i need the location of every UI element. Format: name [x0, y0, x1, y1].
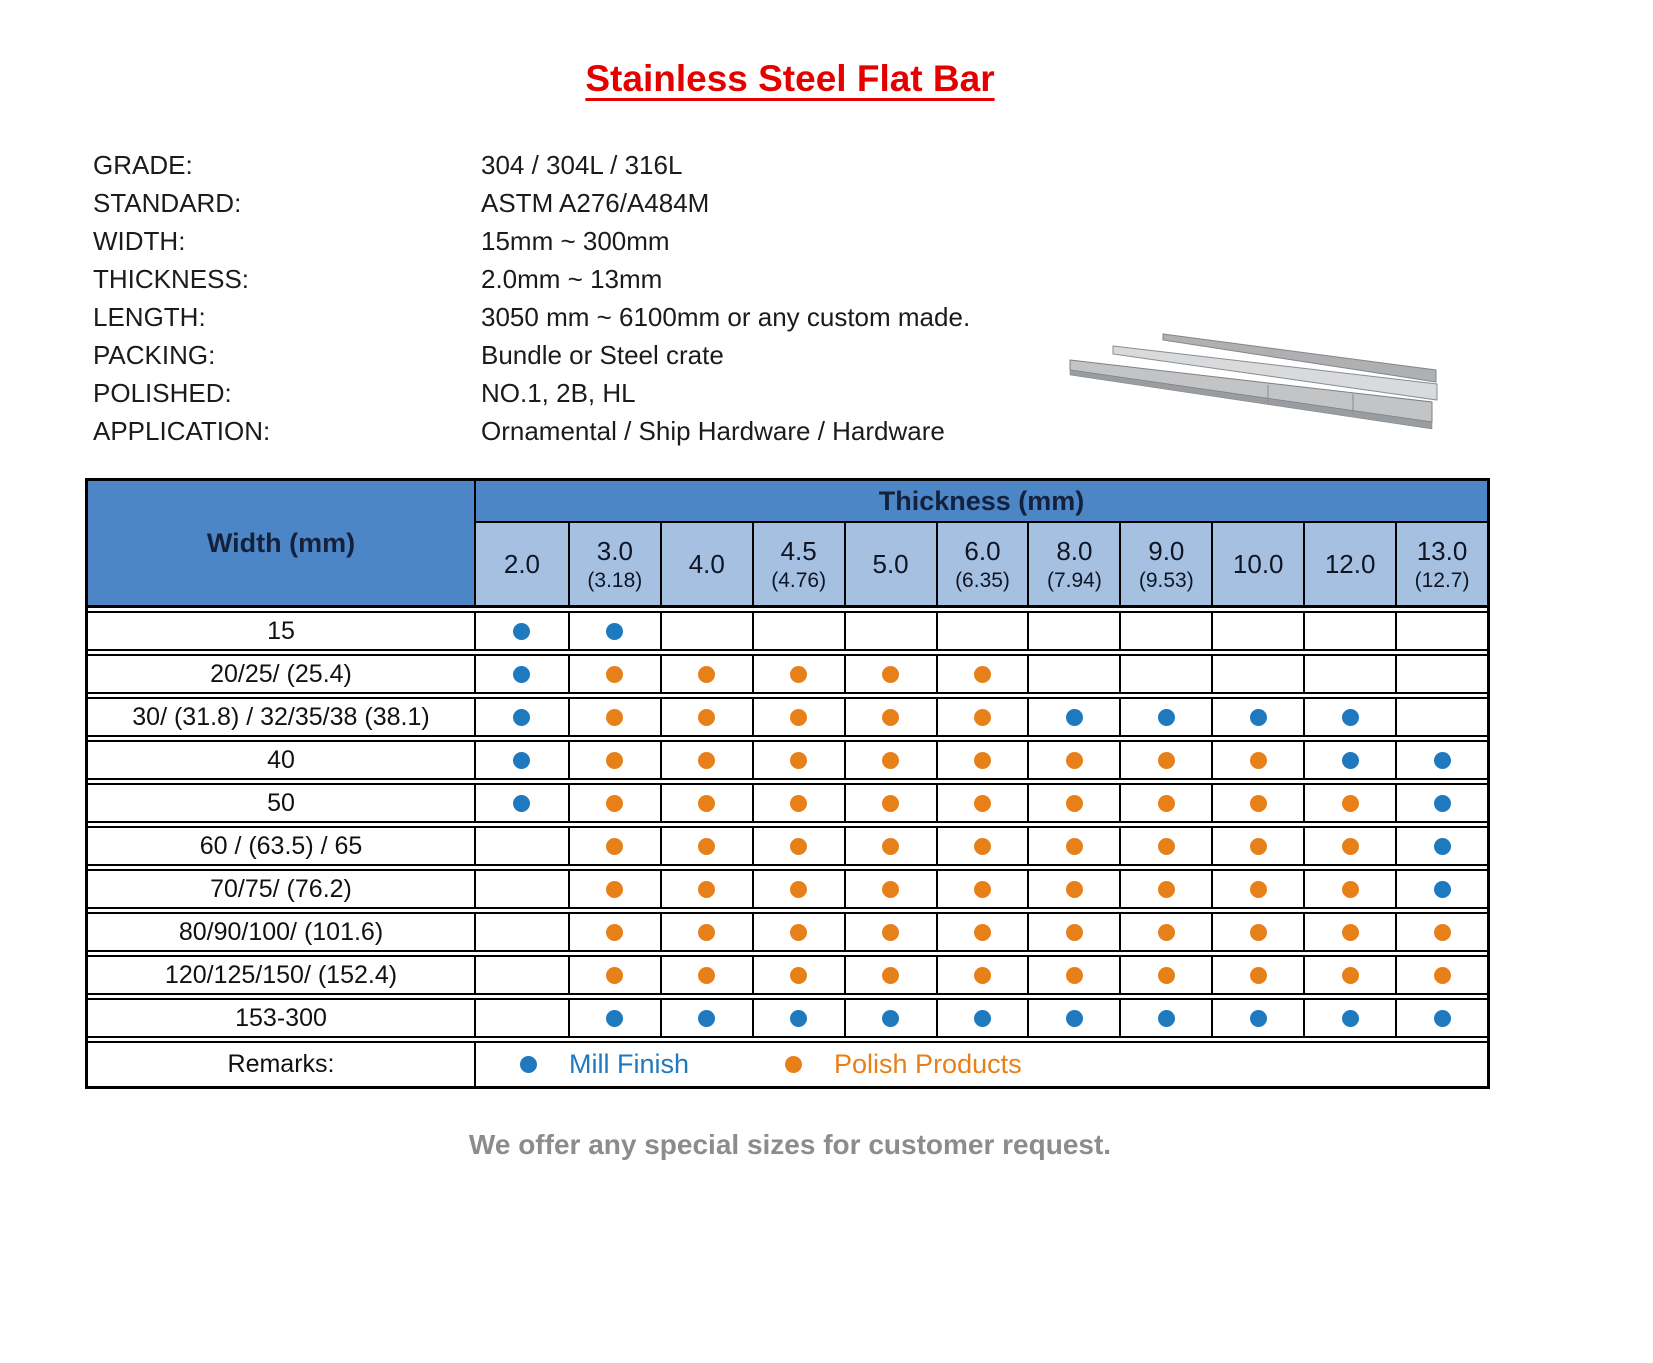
mill-finish-dot-icon: [1158, 1010, 1175, 1027]
mill-finish-dot-cell: [1395, 1000, 1487, 1036]
thickness-col-header: [1211, 523, 1303, 605]
mill-finish-dot-icon: [1434, 838, 1451, 855]
polish-products-dot-icon: [698, 666, 715, 683]
polish-products-dot-icon: [1158, 881, 1175, 898]
spec-label: GRADE:: [93, 150, 193, 180]
spec-value: 2.0mm ~ 13mm: [481, 264, 663, 294]
mill-finish-dot-cell: [1303, 742, 1395, 778]
empty-cell: [476, 828, 568, 864]
polish-products-dot-icon: [882, 666, 899, 683]
thickness-value: 9.0: [1148, 535, 1185, 566]
remarks-label: Remarks:: [88, 1043, 476, 1086]
polish-products-dot-icon: [1342, 881, 1359, 898]
mill-finish-dot-icon: [513, 623, 530, 640]
polish-products-dot-icon: [790, 924, 807, 941]
thickness-alt-value: (3.18): [587, 568, 643, 592]
polish-products-dot-icon: [698, 881, 715, 898]
empty-cell: [1119, 613, 1211, 649]
empty-cell: [1027, 613, 1119, 649]
mill-finish-dot-cell: [568, 1000, 660, 1036]
mill-finish-dot-cell: [1211, 699, 1303, 735]
mill-finish-dot-cell: [1303, 1000, 1395, 1036]
polish-products-dot-cell: [568, 957, 660, 993]
polish-products-dot-cell: [844, 871, 936, 907]
mill-finish-dot-icon: [1342, 752, 1359, 769]
polish-products-dot-icon: [606, 838, 623, 855]
empty-cell: [1395, 699, 1487, 735]
thickness-value: 12.0: [1324, 548, 1376, 579]
mill-finish-label: Mill Finish: [569, 1049, 690, 1079]
dot-cells: [476, 957, 1487, 993]
dot-cells: [476, 699, 1487, 735]
polish-products-dot-icon: [882, 709, 899, 726]
dot-cells: [476, 656, 1487, 692]
mill-finish-dot-cell: [1395, 742, 1487, 778]
empty-cell: [476, 914, 568, 950]
flat-bar-illustration: [1068, 330, 1440, 436]
polish-products-dot-icon: [1158, 838, 1175, 855]
polish-products-dot-cell: [1395, 957, 1487, 993]
mill-finish-dot-cell: [1303, 699, 1395, 735]
thickness-value: 5.0: [872, 548, 909, 579]
dot-cells: [476, 828, 1487, 864]
polish-products-dot-cell: [1211, 742, 1303, 778]
width-cell: 30/ (31.8) / 32/35/38 (38.1): [88, 699, 476, 735]
polish-products-dot-cell: [752, 914, 844, 950]
mill-finish-dot-cell: [568, 613, 660, 649]
polish-products-dot-cell: [936, 871, 1028, 907]
mill-finish-dot-cell: [476, 613, 568, 649]
polish-products-dot-icon: [974, 838, 991, 855]
mill-finish-dot-icon: [974, 1010, 991, 1027]
polish-products-dot-icon: [606, 795, 623, 812]
empty-cell: [476, 871, 568, 907]
polish-products-dot-icon: [1250, 838, 1267, 855]
empty-cell: [1027, 656, 1119, 692]
mill-finish-dot-icon: [790, 1010, 807, 1027]
polish-products-dot-cell: [844, 914, 936, 950]
polish-products-dot-cell: [936, 785, 1028, 821]
thickness-value: 10.0: [1232, 548, 1284, 579]
thickness-value: 4.0: [688, 548, 725, 579]
polish-products-dot-cell: [568, 828, 660, 864]
mill-finish-dot-cell: [1395, 785, 1487, 821]
polish-products-dot-icon: [1342, 795, 1359, 812]
mill-finish-dot-cell: [1119, 1000, 1211, 1036]
polish-products-dot-cell: [752, 785, 844, 821]
mill-finish-dot-icon: [520, 1056, 537, 1073]
spec-label: APPLICATION:: [93, 416, 271, 446]
polish-products-dot-icon: [1250, 881, 1267, 898]
polish-products-dot-icon: [790, 752, 807, 769]
table-row: [88, 654, 1487, 694]
thickness-alt-value: (12.7): [1414, 568, 1470, 592]
thickness-col-header: [1395, 523, 1487, 605]
width-cell: 120/125/150/ (152.4): [88, 957, 476, 993]
polish-products-dot-cell: [844, 828, 936, 864]
polish-products-dot-cell: [1119, 785, 1211, 821]
empty-cell: [476, 1000, 568, 1036]
dot-cells: [476, 785, 1487, 821]
mill-finish-dot-icon: [513, 666, 530, 683]
polish-products-dot-cell: [568, 742, 660, 778]
dot-cells: [476, 613, 1487, 649]
polish-products-dot-icon: [698, 967, 715, 984]
polish-products-dot-cell: [568, 656, 660, 692]
polish-products-dot-icon: [882, 838, 899, 855]
polish-products-dot-cell: [1119, 742, 1211, 778]
thickness-alt-value: (7.94): [1046, 568, 1102, 592]
empty-cell: [1303, 656, 1395, 692]
polish-products-dot-cell: [660, 957, 752, 993]
polish-products-dot-icon: [1066, 967, 1083, 984]
empty-cell: [1211, 656, 1303, 692]
mill-finish-dot-icon: [513, 795, 530, 812]
thickness-header: Thickness (mm): [878, 485, 1085, 516]
polish-products-dot-cell: [1303, 914, 1395, 950]
polish-products-dot-icon: [1158, 752, 1175, 769]
mill-finish-dot-cell: [1395, 828, 1487, 864]
polish-products-dot-icon: [1250, 752, 1267, 769]
width-header: Width (mm): [88, 481, 476, 605]
polish-products-dot-cell: [1027, 742, 1119, 778]
polish-products-dot-icon: [790, 967, 807, 984]
polish-products-dot-icon: [790, 838, 807, 855]
polish-products-dot-icon: [698, 709, 715, 726]
dot-cells: [476, 871, 1487, 907]
thickness-col-header: [660, 523, 752, 605]
width-cell: 20/25/ (25.4): [88, 656, 476, 692]
polish-products-dot-cell: [752, 871, 844, 907]
table-header: [88, 481, 1487, 608]
mill-finish-dot-cell: [936, 1000, 1028, 1036]
mill-finish-dot-icon: [1342, 709, 1359, 726]
polish-products-dot-icon: [1434, 924, 1451, 941]
polish-products-dot-cell: [1027, 828, 1119, 864]
polish-products-dot-icon: [790, 795, 807, 812]
polish-products-dot-icon: [606, 967, 623, 984]
spec-value: 3050 mm ~ 6100mm or any custom made.: [481, 302, 971, 332]
width-cell: 50: [88, 785, 476, 821]
polish-products-dot-cell: [752, 957, 844, 993]
table-row: [88, 998, 1487, 1038]
polish-products-dot-icon: [882, 795, 899, 812]
polish-products-dot-cell: [1027, 914, 1119, 950]
table-row: [88, 826, 1487, 866]
table-row: [88, 869, 1487, 909]
table-row: [88, 955, 1487, 995]
polish-products-dot-icon: [974, 881, 991, 898]
mill-finish-dot-icon: [1250, 709, 1267, 726]
polish-products-dot-icon: [974, 752, 991, 769]
dot-cells: [476, 914, 1487, 950]
size-table: [85, 478, 1490, 1089]
polish-products-dot-cell: [660, 742, 752, 778]
spec-label: WIDTH:: [93, 226, 186, 256]
width-cell: 15: [88, 613, 476, 649]
mill-finish-dot-icon: [1250, 1010, 1267, 1027]
table-row: [88, 912, 1487, 952]
table-row: [88, 740, 1487, 780]
polish-products-dot-icon: [974, 709, 991, 726]
polish-products-dot-cell: [1119, 871, 1211, 907]
polish-products-dot-cell: [568, 699, 660, 735]
polish-products-dot-cell: [660, 871, 752, 907]
page-title: [0, 58, 1580, 100]
polish-products-dot-cell: [1119, 914, 1211, 950]
polish-products-dot-cell: [660, 828, 752, 864]
polish-products-dot-icon: [698, 924, 715, 941]
polish-products-dot-icon: [882, 881, 899, 898]
mill-finish-dot-icon: [1434, 752, 1451, 769]
polish-products-dot-icon: [974, 967, 991, 984]
polish-products-dot-cell: [936, 914, 1028, 950]
thickness-col-header: [476, 523, 568, 605]
polish-products-dot-icon: [785, 1056, 802, 1073]
polish-products-dot-icon: [1250, 795, 1267, 812]
polish-products-dot-icon: [1066, 881, 1083, 898]
empty-cell: [1119, 656, 1211, 692]
empty-cell: [660, 613, 752, 649]
mill-finish-dot-cell: [476, 656, 568, 692]
thickness-column-headers: [476, 521, 1487, 605]
polish-products-dot-icon: [1066, 752, 1083, 769]
width-cell: 60 / (63.5) / 65: [88, 828, 476, 864]
mill-finish-dot-cell: [476, 742, 568, 778]
polish-products-dot-cell: [1211, 785, 1303, 821]
mill-finish-dot-cell: [476, 785, 568, 821]
mill-finish-dot-cell: [476, 699, 568, 735]
empty-cell: [476, 957, 568, 993]
polish-products-dot-cell: [1211, 914, 1303, 950]
spec-value: ASTM A276/A484M: [481, 188, 710, 218]
thickness-col-header: [844, 523, 936, 605]
polish-products-dot-cell: [1211, 871, 1303, 907]
polish-products-dot-cell: [1027, 957, 1119, 993]
mill-finish-dot-icon: [1434, 1010, 1451, 1027]
width-cell: 70/75/ (76.2): [88, 871, 476, 907]
mill-finish-dot-cell: [752, 1000, 844, 1036]
mill-finish-dot-cell: [1027, 1000, 1119, 1036]
empty-cell: [1211, 613, 1303, 649]
polish-products-dot-icon: [882, 752, 899, 769]
mill-finish-dot-icon: [1158, 709, 1175, 726]
dot-cells: [476, 1000, 1487, 1036]
polish-products-dot-icon: [1342, 838, 1359, 855]
spec-value: Ornamental / Ship Hardware / Hardware: [481, 416, 945, 446]
table-row: [88, 697, 1487, 737]
mill-finish-dot-cell: [1211, 1000, 1303, 1036]
polish-products-dot-icon: [606, 709, 623, 726]
polish-products-dot-icon: [1342, 967, 1359, 984]
polish-products-dot-icon: [698, 795, 715, 812]
spec-row: [93, 184, 1580, 222]
polish-products-dot-icon: [698, 838, 715, 855]
width-cell: 40: [88, 742, 476, 778]
polish-products-dot-cell: [1119, 828, 1211, 864]
polish-products-dot-cell: [1027, 871, 1119, 907]
polish-products-dot-cell: [1211, 828, 1303, 864]
polish-products-dot-cell: [752, 742, 844, 778]
mill-finish-dot-icon: [1342, 1010, 1359, 1027]
polish-products-dot-icon: [1158, 967, 1175, 984]
polish-products-dot-cell: [752, 828, 844, 864]
polish-products-dot-icon: [882, 967, 899, 984]
polish-products-dot-cell: [844, 785, 936, 821]
polish-products-dot-cell: [844, 699, 936, 735]
polish-products-dot-cell: [1027, 785, 1119, 821]
polish-products-dot-icon: [698, 752, 715, 769]
mill-finish-dot-icon: [513, 709, 530, 726]
mill-finish-dot-icon: [1434, 795, 1451, 812]
mill-finish-dot-icon: [606, 623, 623, 640]
polish-products-dot-cell: [1211, 957, 1303, 993]
polish-products-dot-cell: [936, 828, 1028, 864]
polish-products-dot-icon: [790, 666, 807, 683]
thickness-alt-value: (9.53): [1138, 568, 1194, 592]
width-cell: 153-300: [88, 1000, 476, 1036]
polish-products-dot-cell: [1303, 871, 1395, 907]
polish-products-dot-icon: [1066, 795, 1083, 812]
table-body: [88, 611, 1487, 1038]
polish-products-dot-icon: [606, 924, 623, 941]
polish-products-dot-cell: [660, 656, 752, 692]
spec-value: Bundle or Steel crate: [481, 340, 724, 370]
mill-finish-dot-cell: [1027, 699, 1119, 735]
polish-products-dot-cell: [660, 699, 752, 735]
polish-products-dot-icon: [1066, 924, 1083, 941]
polish-products-dot-cell: [660, 914, 752, 950]
mill-finish-dot-icon: [1066, 709, 1083, 726]
spec-row: [93, 260, 1580, 298]
thickness-alt-value: (6.35): [955, 568, 1010, 592]
polish-products-dot-cell: [1119, 957, 1211, 993]
flat-bar-image: [1068, 330, 1440, 436]
polish-products-dot-cell: [936, 699, 1028, 735]
polish-products-dot-cell: [568, 785, 660, 821]
mill-finish-dot-cell: [844, 1000, 936, 1036]
empty-cell: [844, 613, 936, 649]
polish-products-dot-icon: [606, 752, 623, 769]
thickness-col-header: [1303, 523, 1395, 605]
mill-finish-dot-icon: [698, 1010, 715, 1027]
thickness-col-header: [752, 523, 844, 605]
polish-products-dot-cell: [660, 785, 752, 821]
thickness-col-header: [1119, 523, 1211, 605]
polish-products-dot-icon: [1158, 795, 1175, 812]
thickness-alt-value: (4.76): [771, 568, 827, 592]
mill-finish-dot-icon: [606, 1010, 623, 1027]
footer-note: We offer any special sizes for customer request.: [468, 1129, 1112, 1160]
spec-row: [93, 222, 1580, 260]
polish-products-dot-icon: [790, 881, 807, 898]
polish-products-dot-cell: [1303, 828, 1395, 864]
spec-row: [93, 146, 1580, 184]
thickness-value: 2.0: [503, 548, 541, 579]
polish-products-dot-icon: [1066, 838, 1083, 855]
spec-value: 15mm ~ 300mm: [481, 226, 670, 256]
polish-products-label: Polish Products: [834, 1049, 1022, 1079]
polish-products-dot-cell: [844, 656, 936, 692]
empty-cell: [752, 613, 844, 649]
dot-cells: [476, 742, 1487, 778]
thickness-col-header: [936, 523, 1028, 605]
polish-products-dot-cell: [752, 699, 844, 735]
page-title-text: Stainless Steel Flat Bar: [585, 58, 995, 99]
polish-products-dot-icon: [974, 924, 991, 941]
spec-label: THICKNESS:: [93, 264, 250, 294]
mill-finish-dot-icon: [513, 752, 530, 769]
thickness-col-header: [1027, 523, 1119, 605]
page: [0, 58, 1580, 1161]
empty-cell: [1303, 613, 1395, 649]
polish-products-dot-cell: [568, 914, 660, 950]
polish-products-dot-cell: [1303, 785, 1395, 821]
mill-finish-dot-icon: [882, 1010, 899, 1027]
spec-label: POLISHED:: [93, 378, 232, 408]
thickness-value: 6.0: [964, 535, 1001, 566]
polish-products-dot-cell: [752, 656, 844, 692]
mill-finish-dot-icon: [1066, 1010, 1083, 1027]
spec-value: 304 / 304L / 316L: [481, 150, 683, 180]
polish-products-dot-icon: [974, 795, 991, 812]
polish-products-dot-icon: [790, 709, 807, 726]
polish-products-dot-icon: [606, 666, 623, 683]
empty-cell: [1395, 613, 1487, 649]
mill-finish-dot-cell: [1119, 699, 1211, 735]
empty-cell: [936, 613, 1028, 649]
polish-products-dot-icon: [1434, 967, 1451, 984]
table-row: [88, 611, 1487, 651]
polish-products-dot-cell: [844, 742, 936, 778]
remarks-row: [88, 1041, 1487, 1086]
thickness-value: 4.5: [780, 535, 817, 566]
polish-products-dot-cell: [1303, 957, 1395, 993]
thickness-value: 8.0: [1056, 535, 1093, 566]
polish-products-dot-cell: [936, 656, 1028, 692]
polish-products-dot-cell: [844, 957, 936, 993]
thickness-col-header: [568, 523, 660, 605]
mill-finish-dot-icon: [1434, 881, 1451, 898]
spec-label: STANDARD:: [93, 188, 242, 218]
polish-products-dot-icon: [1250, 924, 1267, 941]
polish-products-dot-cell: [936, 742, 1028, 778]
polish-products-dot-icon: [882, 924, 899, 941]
width-cell: 80/90/100/ (101.6): [88, 914, 476, 950]
polish-products-dot-icon: [1158, 924, 1175, 941]
polish-products-dot-cell: [936, 957, 1028, 993]
polish-products-dot-icon: [1250, 967, 1267, 984]
polish-products-dot-cell: [1395, 914, 1487, 950]
mill-finish-dot-cell: [660, 1000, 752, 1036]
thickness-value: 3.0: [596, 535, 633, 566]
polish-products-dot-icon: [606, 881, 623, 898]
polish-products-dot-icon: [1342, 924, 1359, 941]
spec-value: NO.1, 2B, HL: [481, 378, 636, 408]
empty-cell: [1395, 656, 1487, 692]
spec-label: LENGTH:: [93, 302, 206, 332]
thickness-header-area: [476, 481, 1487, 605]
spec-label: PACKING:: [93, 340, 216, 370]
mill-finish-dot-cell: [1395, 871, 1487, 907]
polish-products-dot-cell: [568, 871, 660, 907]
thickness-value: 13.0: [1416, 535, 1468, 566]
polish-products-dot-icon: [974, 666, 991, 683]
table-row: [88, 783, 1487, 823]
legend: [476, 1043, 1487, 1086]
